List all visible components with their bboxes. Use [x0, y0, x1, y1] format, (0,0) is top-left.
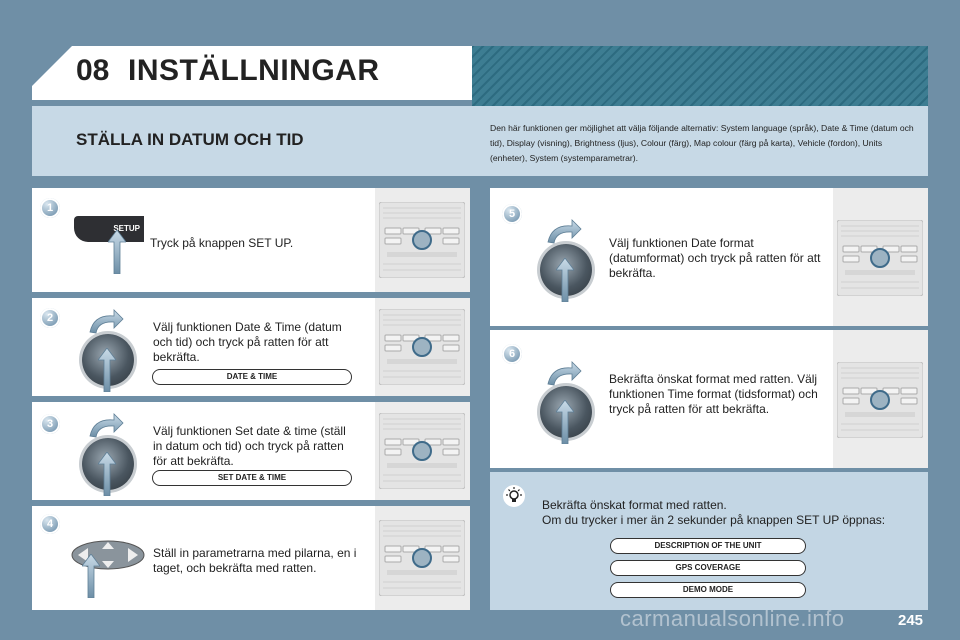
rotate-arrow-icon	[546, 360, 582, 386]
menu-item-pill: SET DATE & TIME	[152, 470, 352, 486]
press-arrow-icon	[82, 554, 100, 598]
header-stripe-band	[472, 46, 928, 106]
step-number-badge: 5	[502, 204, 522, 224]
rotate-arrow-icon	[546, 218, 582, 244]
step-text: Bekräfta önskat format med ratten. Välj funktionen Time format (tidsformat) och tryck på ratten för att bekräfta.	[609, 372, 818, 416]
press-arrow-icon	[108, 230, 126, 274]
step-number-badge: 2	[40, 308, 60, 328]
chapter-number: 08	[76, 54, 110, 87]
step-6-panel	[490, 330, 928, 468]
rotate-arrow-icon	[88, 412, 124, 438]
tip-line-1: Bekräfta önskat format med ratten.	[542, 498, 727, 512]
step-text: Tryck på knappen SET UP.	[150, 236, 294, 250]
step-number-badge: 6	[502, 344, 522, 364]
step-text: Välj funktionen Set date & time (ställ in datum och tid) och tryck på ratten för att bekräfta.	[153, 424, 346, 468]
step-text: Ställ in parametrarna med pilarna, en i taget, och bekräfta med ratten.	[153, 546, 357, 575]
radio-unit-illustration	[379, 202, 465, 278]
option-pill: DEMO MODE	[610, 582, 806, 598]
step-1-panel	[32, 188, 470, 292]
press-arrow-icon	[556, 400, 574, 444]
menu-item-pill: DATE & TIME	[152, 369, 352, 385]
watermark: carmanualsonline.info	[620, 606, 845, 631]
intro-text: Den här funktionen ger möjlighet att välja följande alternativ: System language (språk), Date & Time (datum och tid), Display (visning), Brightness (ljus), Colour (färg), Map colour (färg på karta), Vehicle (fordon), Units (enheter), System (systemparametrar).	[490, 123, 914, 163]
tip-panel	[490, 472, 928, 610]
radio-unit-illustration	[379, 413, 465, 489]
section-title: STÄLLA IN DATUM OCH TID	[76, 130, 304, 149]
chapter-title: INSTÄLLNINGAR	[128, 54, 380, 87]
step-text: Välj funktionen Date format (datumformat) och tryck på ratten för att bekräfta.	[609, 236, 821, 280]
step-3-panel	[32, 402, 470, 500]
lightbulb-icon	[502, 484, 526, 508]
step-4-panel	[32, 506, 470, 610]
rotate-arrow-icon	[88, 308, 124, 334]
press-arrow-icon	[556, 258, 574, 302]
step-number-badge: 4	[40, 514, 60, 534]
option-pill: GPS COVERAGE	[610, 560, 806, 576]
tip-line-2: Om du trycker i mer än 2 sekunder på knappen SET UP öppnas:	[542, 513, 886, 527]
radio-unit-illustration	[379, 309, 465, 385]
press-arrow-icon	[98, 452, 116, 496]
option-pill: DESCRIPTION OF THE UNIT	[610, 538, 806, 554]
radio-unit-illustration	[837, 220, 923, 296]
step-5-panel	[490, 188, 928, 326]
step-text: Välj funktionen Date & Time (datum och tid) och tryck på ratten för att bekräfta.	[153, 320, 342, 364]
step-2-panel	[32, 298, 470, 396]
press-arrow-icon	[98, 348, 116, 392]
page-number: 245	[898, 612, 924, 629]
radio-unit-illustration	[837, 362, 923, 438]
radio-unit-illustration	[379, 520, 465, 596]
step-number-badge: 3	[40, 414, 60, 434]
setup-button: SETUP	[74, 216, 144, 242]
step-number-badge: 1	[40, 198, 60, 218]
